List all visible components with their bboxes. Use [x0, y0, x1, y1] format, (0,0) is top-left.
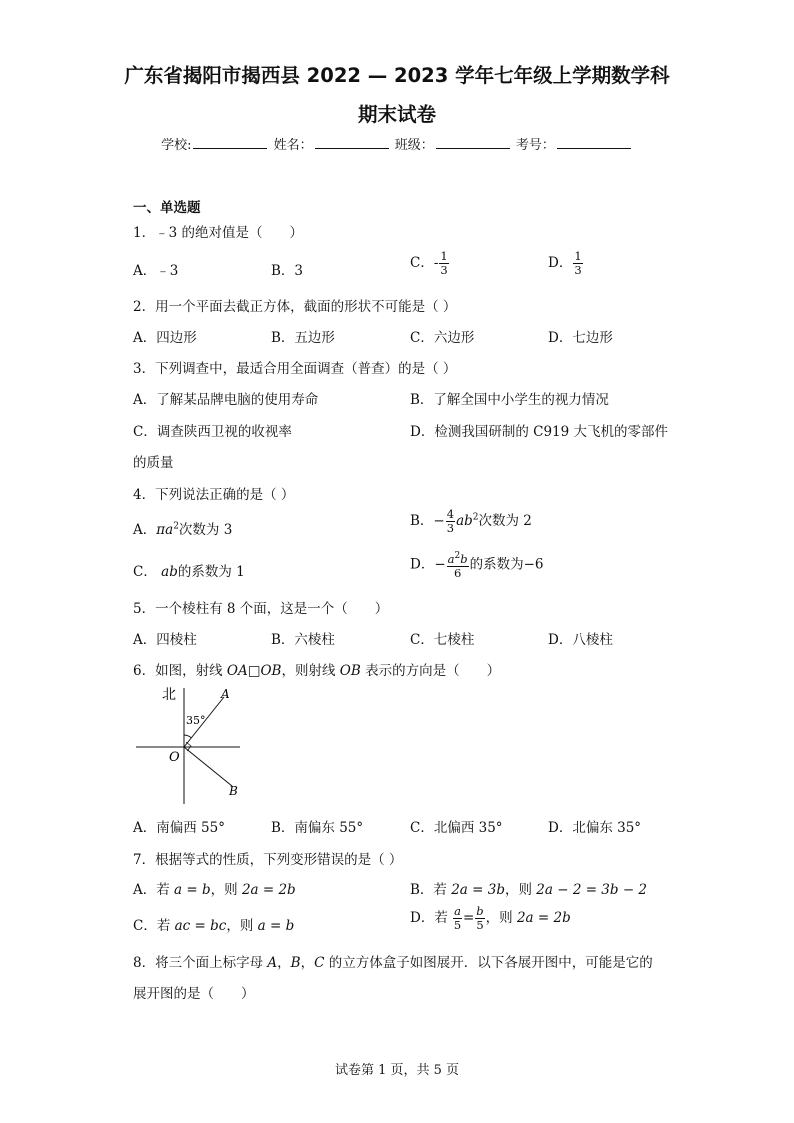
angle-label: 35°	[186, 714, 206, 727]
q6-option-d: D．北偏东 35°	[548, 820, 642, 836]
name-blank	[315, 138, 389, 149]
angle-arc	[184, 735, 192, 738]
point-a-label: A	[221, 687, 230, 701]
q7-option-d: D．若 $\frac{a}{5}$ = $\frac{b}{5}$ ，则 2a = 2b	[410, 904, 571, 932]
q2-option-c: C．六边形	[410, 330, 475, 346]
page-title-line1: 广东省揭阳市揭西县 2022 — 2023 学年七年级上学期数学科	[124, 64, 670, 87]
q5-option-a: A．四棱柱	[133, 632, 197, 648]
q2-option-d: D．七边形	[548, 330, 613, 346]
name-label: 姓名：	[273, 138, 313, 153]
q1-option-a: A．﹣3	[133, 263, 179, 279]
q5-option-b: B．六棱柱	[271, 632, 335, 648]
q6-option-b: B．南偏东 55°	[271, 820, 364, 836]
question-7-stem: 7．根据等式的性质，下列变形错误的是（ ）	[133, 852, 403, 868]
exam-number-label: 考号：	[515, 138, 555, 153]
q5-option-c: C．七棱柱	[410, 632, 475, 648]
q4-option-a: A．$\pi a^2$次数为 3	[133, 521, 233, 538]
q1-option-d: D． $\frac{1}{3}$	[548, 249, 582, 277]
question-4-stem: 4．下列说法正确的是（ ）	[133, 487, 295, 503]
question-5-stem: 5．一个棱柱有 8 个面，这是一个（ ）	[133, 601, 389, 617]
class-blank	[436, 138, 510, 149]
q1-option-c: C．- $\frac{1}{3}$	[410, 249, 448, 277]
q7-option-b: B．若 2a = 3b，则 2a − 2 = 3b − 2	[410, 882, 648, 898]
ray-ob	[184, 747, 232, 786]
q3-option-a: A．了解某品牌电脑的使用寿命	[133, 392, 319, 408]
class-label: 班级：	[394, 138, 434, 153]
q4-option-b: B．− $\frac{4}{3}$ $ab^2$次数为 2	[410, 507, 532, 535]
question-6-stem: 6．如图，射线 OA□OB，则射线 OB 表示的方向是（ ）	[133, 663, 501, 679]
q3-option-d-continued: 的质量	[133, 455, 174, 471]
north-label: 北	[162, 687, 176, 703]
q6-option-a: A．南偏西 55°	[133, 820, 225, 836]
point-b-label: B	[229, 784, 238, 798]
q2-option-a: A．四边形	[133, 330, 197, 346]
direction-diagram	[130, 684, 250, 808]
q6-option-c: C．北偏西 35°	[410, 820, 503, 836]
school-blank	[193, 138, 267, 149]
section-heading: 一、单选题	[133, 200, 201, 216]
exam-number-blank	[557, 138, 631, 149]
school-label: 学校:	[161, 138, 192, 153]
point-o-label: O	[169, 750, 180, 765]
q3-option-d: D．检测我国研制的 C919 大飞机的零部件	[410, 424, 669, 440]
q1-option-b: B．3	[271, 263, 304, 279]
page-title-line2: 期末试卷	[357, 103, 436, 126]
q5-option-d: D．八棱柱	[548, 632, 613, 648]
student-info-row	[0, 134, 794, 153]
q4-option-d: D．− $\frac{a^2b}{6}$ 的系数为−6	[410, 551, 544, 580]
question-2-stem: 2．用一个平面去截正方体，截面的形状不可能是（ ）	[133, 299, 457, 315]
question-8-stem-line1: 8．将三个面上标字母 A，B，C 的立方体盒子如图展开．以下各展开图中，可能是它的	[133, 955, 653, 971]
page-footer: 试卷第 1 页，共 5 页	[334, 1063, 460, 1078]
q3-option-c: C．调查陕西卫视的收视率	[133, 424, 292, 440]
q2-option-b: B．五边形	[271, 330, 335, 346]
question-8-stem-line2: 展开图的是（ ）	[133, 986, 255, 1002]
q3-option-b: B．了解全国中小学生的视力情况	[410, 392, 609, 408]
q7-option-c: C．若 ac = bc，则 a = b	[133, 918, 295, 934]
question-3-stem: 3．下列调查中，最适合用全面调查（普查）的是（ ）	[133, 361, 457, 377]
question-1-stem: 1．﹣3 的绝对值是（ ）	[133, 225, 303, 241]
q7-option-a: A．若 a = b，则 2a = 2b	[133, 882, 296, 898]
q4-option-c: C． ab的系数为 1	[133, 564, 245, 580]
